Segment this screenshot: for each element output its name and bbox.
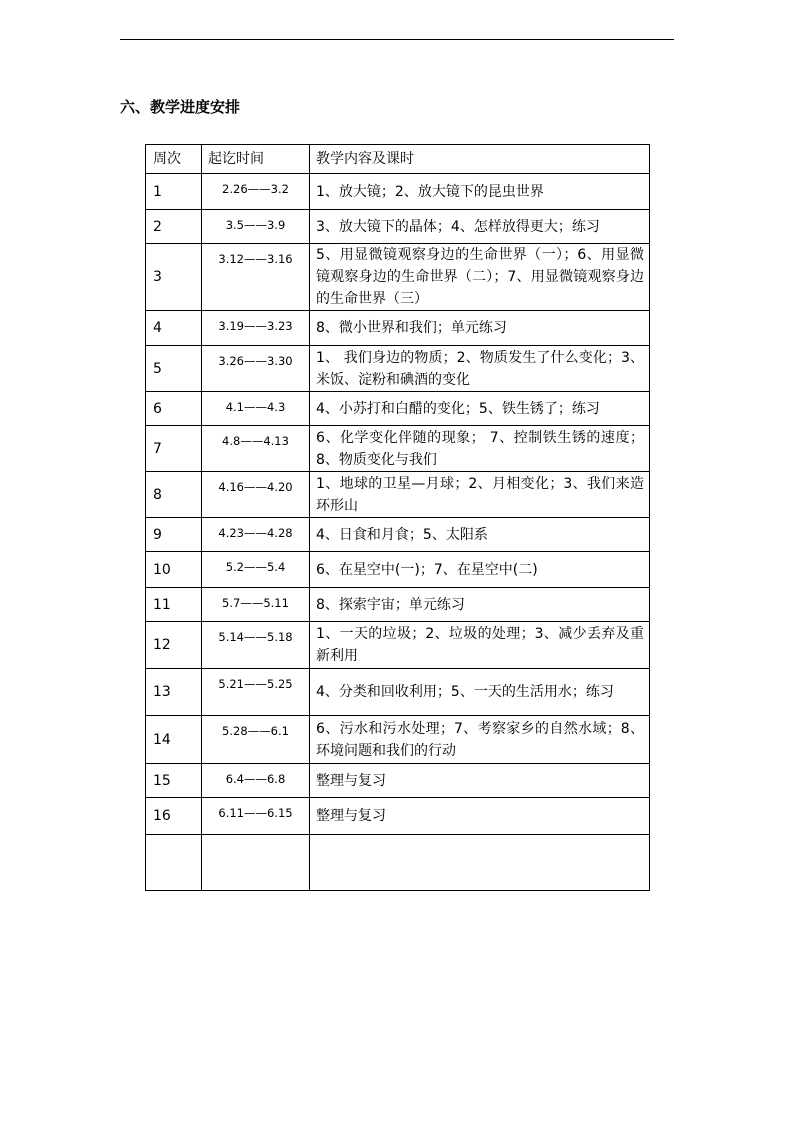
table-row [146,392,650,426]
lesson-content-cell: 1、 我们身边的物质；2、物质发生了什么变化；3、米饭、淀粉和碘酒的变化 [310,346,650,392]
date-range-cell: 4.8——4.13 [202,426,310,472]
lesson-content-cell: 6、化学变化伴随的现象； 7、控制铁生锈的速度；8、物质变化与我们 [310,426,650,472]
date-range-cell: 4.16——4.20 [202,472,310,518]
week-cell [146,835,202,891]
table-row [146,210,650,244]
date-range-cell: 4.23——4.28 [202,518,310,552]
table-row [146,764,650,798]
date-range-cell: 4.1——4.3 [202,392,310,426]
lesson-content-cell: 6、污水和污水处理；7、考察家乡的自然水域；8、环境问题和我们的行动 [310,716,650,764]
lesson-content-cell [310,835,650,891]
lesson-content-cell: 4、日食和月食；5、太阳系 [310,518,650,552]
header-dates: 起讫时间 [202,145,310,174]
teaching-schedule-table [145,144,650,891]
table-row [146,669,650,716]
date-range-cell: 3.26——3.30 [202,346,310,392]
table-row [146,588,650,622]
week-cell: 1 [146,174,202,210]
week-cell: 15 [146,764,202,798]
section-title: 六、教学进度安排 [120,98,241,116]
table-row [146,244,650,311]
lesson-content-cell: 5、用显微镜观察身边的生命世界（一）；6、用显微镜观察身边的生命世界（二）；7、用显微镜观察身边的生命世界（三） [310,244,650,311]
table-row [146,472,650,518]
week-cell: 8 [146,472,202,518]
date-range-cell: 5.21——5.25 [202,669,310,716]
date-range-cell: 5.14——5.18 [202,622,310,669]
lesson-content-cell: 1、地球的卫星—月球；2、月相变化；3、我们来造环形山 [310,472,650,518]
week-cell: 16 [146,798,202,835]
date-range-cell: 5.2——5.4 [202,552,310,588]
table-row [146,174,650,210]
lesson-content-cell: 6、在星空中(一)；7、在星空中(二) [310,552,650,588]
header-content: 教学内容及课时 [310,145,650,174]
week-cell: 14 [146,716,202,764]
date-range-cell: 3.5——3.9 [202,210,310,244]
table-row [146,798,650,835]
date-range-cell: 2.26——3.2 [202,174,310,210]
week-cell: 13 [146,669,202,716]
week-cell: 4 [146,311,202,346]
header-rule [120,39,674,40]
table-row [146,552,650,588]
week-cell: 2 [146,210,202,244]
lesson-content-cell: 整理与复习 [310,798,650,835]
table-row [146,835,650,891]
lesson-content-cell: 8、微小世界和我们；单元练习 [310,311,650,346]
week-cell: 10 [146,552,202,588]
week-cell: 6 [146,392,202,426]
lesson-content-cell: 整理与复习 [310,764,650,798]
week-cell: 11 [146,588,202,622]
week-cell: 5 [146,346,202,392]
table-row [146,716,650,764]
week-cell: 9 [146,518,202,552]
header-week: 周次 [146,145,202,174]
week-cell: 12 [146,622,202,669]
lesson-content-cell: 1、放大镜；2、放大镜下的昆虫世界 [310,174,650,210]
table-row [146,622,650,669]
lesson-content-cell: 1、一天的垃圾；2、垃圾的处理；3、减少丢弃及重新利用 [310,622,650,669]
week-cell: 7 [146,426,202,472]
date-range-cell: 3.12——3.16 [202,244,310,311]
lesson-content-cell: 4、小苏打和白醋的变化；5、铁生锈了；练习 [310,392,650,426]
table-row [146,426,650,472]
date-range-cell: 6.4——6.8 [202,764,310,798]
date-range-cell: 3.19——3.23 [202,311,310,346]
week-cell: 3 [146,244,202,311]
lesson-content-cell: 8、探索宇宙；单元练习 [310,588,650,622]
date-range-cell [202,835,310,891]
table-header-row [146,145,650,174]
date-range-cell: 6.11——6.15 [202,798,310,835]
table-row [146,311,650,346]
date-range-cell: 5.28——6.1 [202,716,310,764]
lesson-content-cell: 4、分类和回收利用；5、一天的生活用水；练习 [310,669,650,716]
table-row [146,346,650,392]
lesson-content-cell: 3、放大镜下的晶体；4、怎样放得更大；练习 [310,210,650,244]
table-row [146,518,650,552]
date-range-cell: 5.7——5.11 [202,588,310,622]
